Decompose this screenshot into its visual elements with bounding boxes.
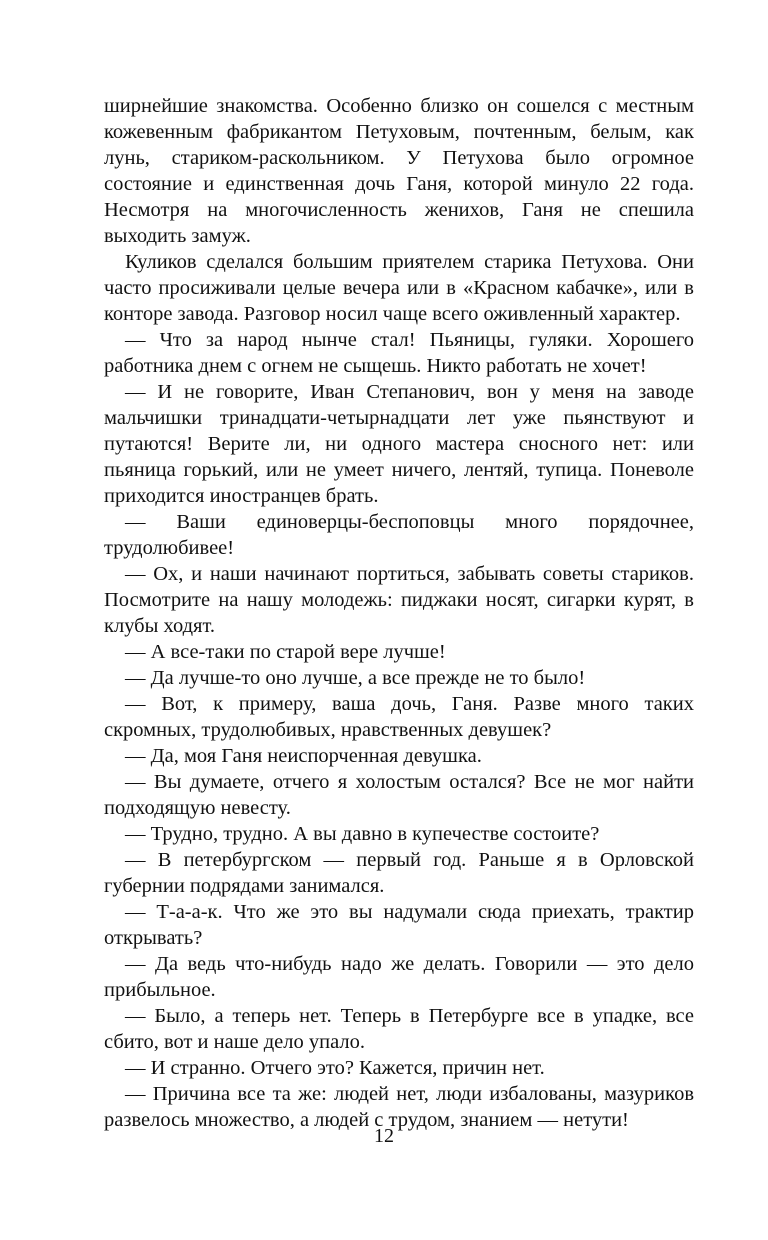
paragraph-13: — В петербургском — первый год. Раньше я в Орловской губернии подрядами занимался.	[104, 849, 694, 897]
paragraph-7: — А все-таки по старой вере лучше!	[125, 641, 446, 663]
paragraph-8: — Да лучше-то оно лучше, а все прежде не то было!	[125, 667, 586, 689]
page-number: 12	[374, 1125, 394, 1147]
page-body	[104, 93, 694, 1133]
paragraph-15: — Да ведь что-нибудь надо же делать. Говорили — это дело прибыльное.	[104, 953, 694, 1001]
paragraph-16: — Было, а теперь нет. Теперь в Петербурге все в упадке, все сбито, вот и наше дело упало.	[104, 1005, 694, 1053]
paragraph-9: — Вот, к примеру, ваша дочь, Ганя. Разве много таких скромных, трудолюбивых, нравственных девушек?	[104, 693, 694, 741]
paragraph-1: ширнейшие знакомства. Особенно близко он сошелся с местным кожевенным фабрикантом Петуховым, почтенным, белым, как лунь, стариком-раскольником. У Петухова было огромное состояние и единственная дочь Ганя, которой минуло 22 года. Несмотря на многочисленность женихов, Ганя не спешила выходить замуж.	[104, 95, 694, 247]
paragraph-10: — Да, моя Ганя неиспорченная девушка.	[125, 745, 482, 767]
paragraph-18: — Причина все та же: людей нет, люди избалованы, мазуриков развелось множество, а людей с трудом, знанием — нетути!	[104, 1083, 694, 1131]
paragraph-14: — Т-а-а-к. Что же это вы надумали сюда приехать, трактир открывать?	[104, 901, 694, 949]
paragraph-3: — Что за народ нынче стал! Пьяницы, гуляки. Хорошего работника днем с огнем не сыщешь. Никто работать не хочет!	[104, 329, 694, 377]
paragraph-2: Куликов сделался большим приятелем старика Петухова. Они часто просиживали целые вечера или в «Красном кабачке», или в конторе завода. Разговор носил чаще всего оживленный характер.	[104, 251, 694, 325]
paragraph-4: — И не говорите, Иван Степанович, вон у меня на заводе мальчишки тринадцати-четырнадцати лет уже пьянствуют и путаются! Верите ли, ни одного мастера сносного нет: или пьяница горький, или не умеет ничего, лентяй, тупица. Поневоле приходится иностранцев брать.	[104, 381, 694, 507]
paragraph-6: — Ох, и наши начинают портиться, забывать советы стариков. Посмотрите на нашу молодежь: пиджаки носят, сигарки курят, в клубы ходят.	[104, 563, 694, 637]
paragraph-5: — Ваши единоверцы-беспоповцы много порядочнее, трудолюбивее!	[104, 511, 694, 559]
paragraph-12: — Трудно, трудно. А вы давно в купечестве состоите?	[125, 823, 600, 845]
paragraph-11: — Вы думаете, отчего я холостым остался? Все не мог найти подходящую невесту.	[104, 771, 694, 819]
paragraph-17: — И странно. Отчего это? Кажется, причин нет.	[125, 1057, 545, 1079]
